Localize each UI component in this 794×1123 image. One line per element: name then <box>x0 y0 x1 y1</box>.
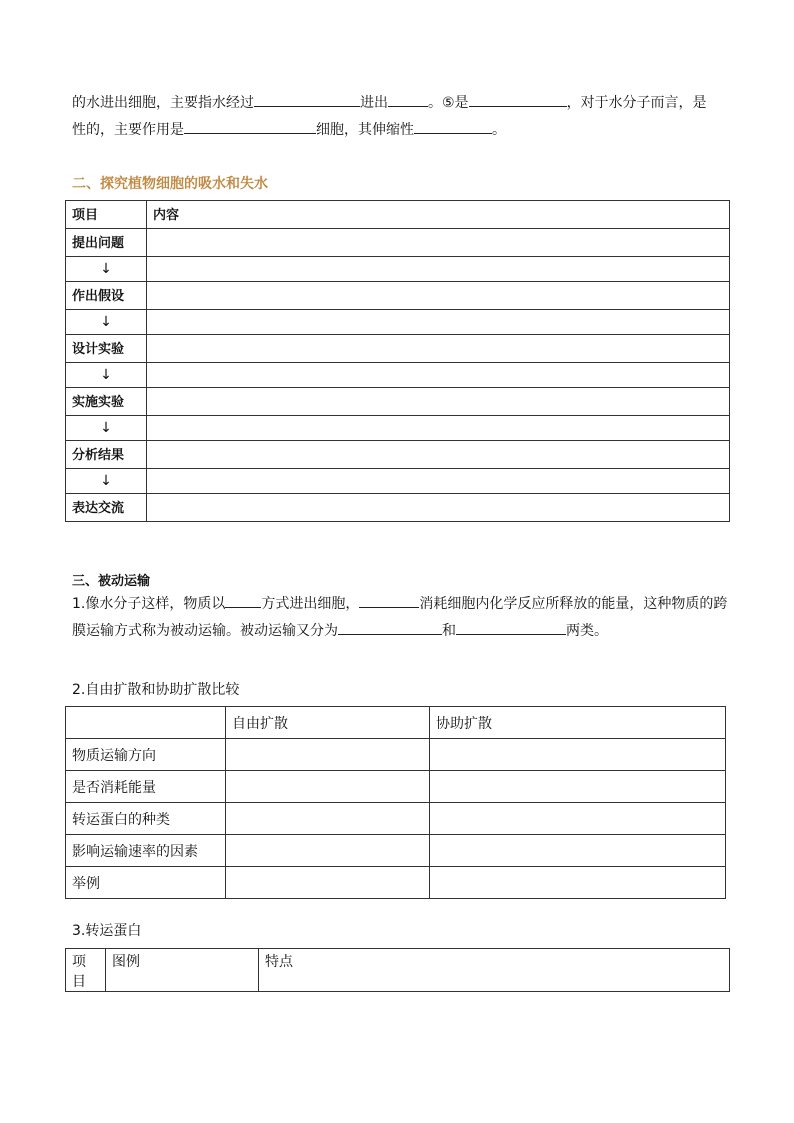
row-label: 影响运输速率的因素 <box>66 835 226 867</box>
intro-text: 的水进出细胞，主要指水经过 <box>72 95 254 111</box>
intro-line-1 <box>72 90 707 117</box>
content-cell[interactable] <box>147 282 730 310</box>
step-label: 设计实验 <box>66 335 147 363</box>
row-label: 举例 <box>66 867 226 899</box>
row-label: 转运蛋白的种类 <box>66 803 226 835</box>
answer-cell[interactable] <box>226 867 430 899</box>
para-text: 1.像水分子这样，物质以 <box>72 596 226 612</box>
header-cell: 自由扩散 <box>226 707 430 739</box>
answer-cell[interactable] <box>226 739 430 771</box>
content-cell[interactable] <box>147 494 730 522</box>
answer-blank[interactable] <box>469 92 567 107</box>
answer-blank[interactable] <box>388 92 428 107</box>
para-text: 和 <box>442 623 456 639</box>
answer-blank[interactable] <box>254 92 360 107</box>
experiment-steps-table <box>65 200 730 522</box>
header-cell: 协助扩散 <box>430 707 726 739</box>
intro-text: 。⑤是 <box>428 95 469 111</box>
answer-cell[interactable] <box>430 771 726 803</box>
content-cell[interactable] <box>147 388 730 416</box>
answer-blank[interactable] <box>225 593 261 608</box>
answer-cell[interactable] <box>226 771 430 803</box>
step-label: 表达交流 <box>66 494 147 522</box>
table-row <box>66 739 726 771</box>
content-cell[interactable] <box>147 310 730 335</box>
para-text: 两类。 <box>566 623 608 639</box>
table-row <box>66 388 730 416</box>
table-row <box>66 441 730 469</box>
protein-title: 3.转运蛋白 <box>72 923 142 939</box>
section-3-title: 三、被动运输 <box>72 574 151 589</box>
arrow-row <box>66 416 730 441</box>
para-text: 膜运输方式称为被动运输。被动运输又分为 <box>72 623 338 639</box>
content-cell[interactable] <box>147 257 730 282</box>
table-row <box>66 867 726 899</box>
table-row <box>66 803 726 835</box>
section-3-para-1 <box>72 591 727 618</box>
intro-text: ，对于水分子而言，是 <box>566 95 707 111</box>
row-label: 物质运输方向 <box>66 739 226 771</box>
section-2-title: 二、探究植物细胞的吸水和失水 <box>72 176 268 192</box>
table-row <box>66 494 730 522</box>
arrow-row <box>66 363 730 388</box>
content-cell[interactable] <box>147 363 730 388</box>
intro-line-2 <box>72 117 506 144</box>
table-row <box>66 835 726 867</box>
content-cell[interactable] <box>147 335 730 363</box>
down-arrow-icon: ↓ <box>66 363 147 388</box>
diffusion-compare-table <box>65 706 726 899</box>
answer-cell[interactable] <box>430 867 726 899</box>
down-arrow-icon: ↓ <box>66 257 147 282</box>
table-header-row <box>66 201 730 229</box>
intro-text: 。 <box>492 122 506 138</box>
header-cell: 特点 <box>259 949 730 992</box>
intro-text: 进出 <box>360 95 388 111</box>
header-cell: 内容 <box>147 201 730 229</box>
row-label: 是否消耗能量 <box>66 771 226 803</box>
arrow-row <box>66 310 730 335</box>
content-cell[interactable] <box>147 229 730 257</box>
transport-protein-table <box>65 948 730 992</box>
answer-cell[interactable] <box>226 835 430 867</box>
para-text: 方式进出细胞， <box>261 596 360 612</box>
header-cell <box>66 707 226 739</box>
answer-blank[interactable] <box>184 119 316 134</box>
table-header-row <box>66 707 726 739</box>
para-text: 消耗细胞内化学反应所释放的能量，这种物质的跨 <box>419 596 728 612</box>
step-label: 提出问题 <box>66 229 147 257</box>
answer-blank[interactable] <box>338 620 442 635</box>
step-label: 作出假设 <box>66 282 147 310</box>
answer-cell[interactable] <box>430 803 726 835</box>
answer-blank[interactable] <box>456 620 566 635</box>
step-label: 实施实验 <box>66 388 147 416</box>
table-header-row <box>66 949 730 992</box>
down-arrow-icon: ↓ <box>66 310 147 335</box>
intro-text: 性的，主要作用是 <box>72 122 184 138</box>
intro-text: 细胞，其伸缩性 <box>316 122 414 138</box>
step-label: 分析结果 <box>66 441 147 469</box>
compare-title: 2.自由扩散和协助扩散比较 <box>72 682 240 698</box>
table-row <box>66 282 730 310</box>
down-arrow-icon: ↓ <box>66 416 147 441</box>
down-arrow-icon: ↓ <box>66 469 147 494</box>
answer-cell[interactable] <box>430 739 726 771</box>
answer-blank[interactable] <box>414 119 492 134</box>
table-row <box>66 335 730 363</box>
answer-cell[interactable] <box>430 835 726 867</box>
table-row <box>66 229 730 257</box>
answer-cell[interactable] <box>226 803 430 835</box>
content-cell[interactable] <box>147 416 730 441</box>
section-3-para-2 <box>72 618 608 645</box>
arrow-row <box>66 257 730 282</box>
header-cell: 项目 <box>66 201 147 229</box>
table-row <box>66 771 726 803</box>
content-cell[interactable] <box>147 441 730 469</box>
header-cell: 图例 <box>106 949 259 992</box>
header-cell: 项目 <box>66 949 106 992</box>
answer-blank[interactable] <box>359 593 419 608</box>
content-cell[interactable] <box>147 469 730 494</box>
arrow-row <box>66 469 730 494</box>
